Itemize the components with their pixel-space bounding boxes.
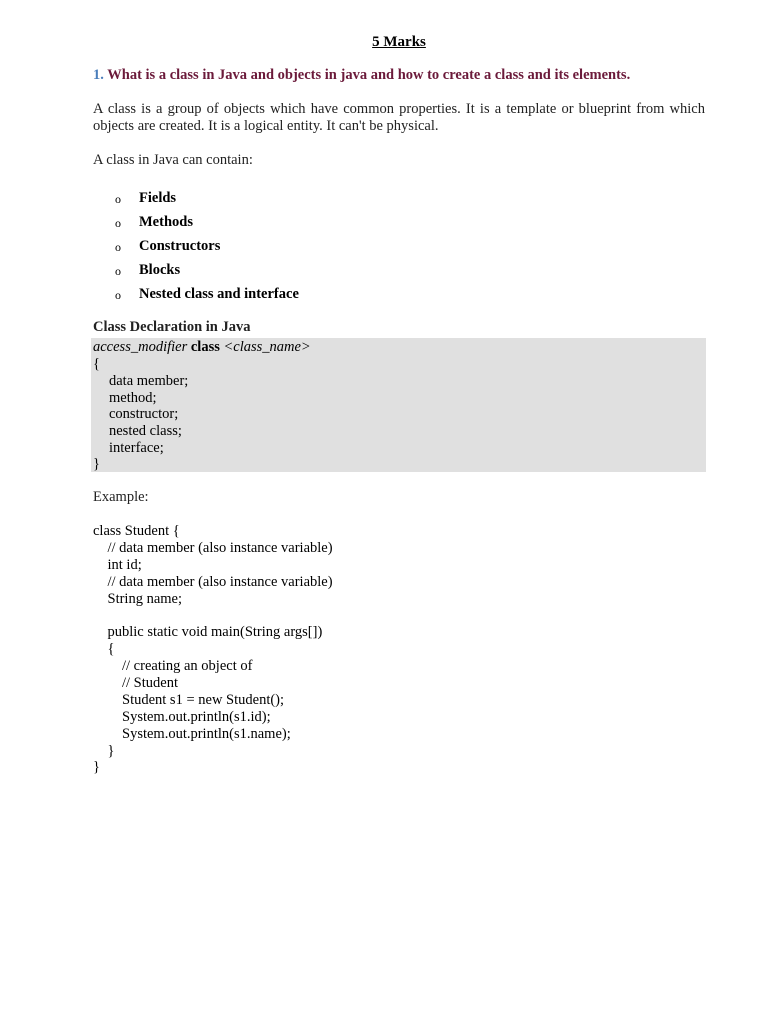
close-brace: }: [93, 456, 100, 472]
list-item-label: Fields: [139, 190, 177, 206]
code-line: }: [93, 743, 115, 759]
code-line: System.out.println(s1.name);: [93, 726, 291, 742]
question-text: What is a class in Java and objects in java and how to create a class and its elements.: [107, 67, 631, 83]
code-line: Student s1 = new Student();: [93, 692, 285, 708]
code-line: public static void main(String args[]): [93, 624, 323, 640]
access-modifier-text: access_modifier: [93, 339, 188, 355]
class-contents-list: [115, 190, 299, 310]
open-brace: {: [93, 356, 100, 372]
list-item-label: Blocks: [139, 262, 181, 278]
code-line: System.out.println(s1.id);: [93, 709, 271, 725]
list-item-label: Methods: [139, 214, 193, 230]
code-line: {: [93, 641, 115, 657]
question-number: 1.: [93, 67, 104, 83]
code-line: // data member (also instance variable): [93, 540, 333, 556]
list-item: [115, 190, 299, 214]
code-line: // data member (also instance variable): [93, 574, 333, 590]
bullet-icon: o: [115, 216, 121, 230]
declaration-member: method;: [109, 390, 157, 406]
class-name-placeholder: <class_name>: [223, 339, 311, 355]
declaration-member: data member;: [109, 373, 189, 389]
declaration-member: interface;: [109, 440, 164, 456]
question-heading: [93, 67, 713, 84]
code-line: int id;: [93, 557, 142, 573]
list-item: [115, 286, 299, 310]
bullet-icon: o: [115, 192, 121, 206]
declaration-heading: Class Declaration in Java: [93, 319, 251, 335]
class-definition-paragraph: A class is a group of objects which have common properties. It is a template or blueprint from which objects are created. It is a logical entity. It can't be physical.: [93, 101, 705, 134]
list-item: [115, 262, 299, 286]
list-item-label: Nested class and interface: [139, 286, 299, 302]
code-line: class Student {: [93, 523, 180, 539]
declaration-signature: [93, 339, 311, 356]
code-line: }: [93, 759, 100, 775]
code-line: String name;: [93, 591, 183, 607]
class-keyword: class: [190, 339, 220, 355]
declaration-code-block: [91, 338, 706, 472]
declaration-member: constructor;: [109, 406, 179, 422]
list-item: [115, 238, 299, 262]
page-title: 5 Marks: [372, 34, 426, 50]
list-item: [115, 214, 299, 238]
bullet-icon: o: [115, 240, 121, 254]
bullet-icon: o: [115, 264, 121, 278]
list-item-label: Constructors: [139, 238, 221, 254]
example-label: Example:: [93, 489, 149, 505]
bullet-icon: o: [115, 288, 121, 302]
code-line: // creating an object of: [93, 658, 253, 674]
declaration-member: nested class;: [109, 423, 182, 439]
code-line: // Student: [93, 675, 178, 691]
contains-intro: A class in Java can contain:: [93, 152, 253, 168]
